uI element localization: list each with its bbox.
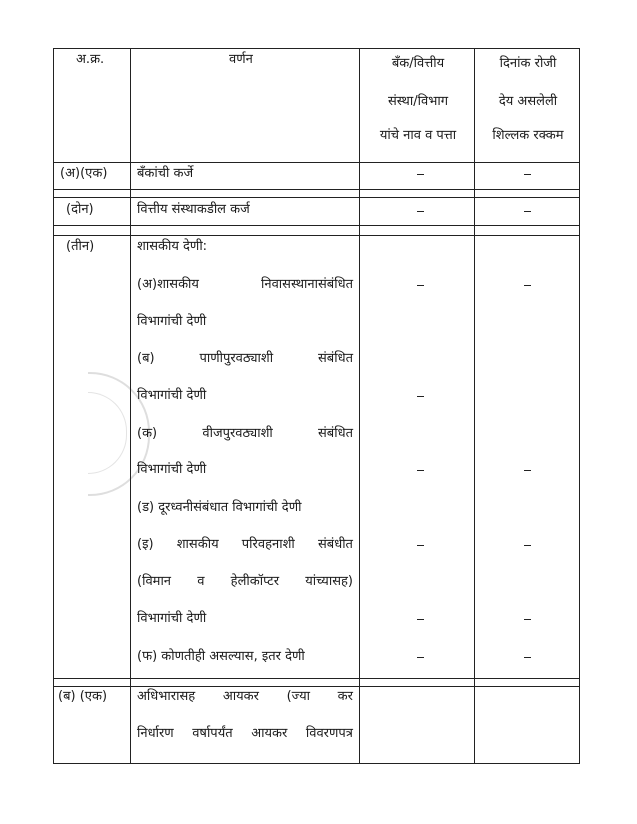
row3-line-1: शासकीय देणी: [137,239,208,254]
table-border-right [579,48,580,764]
row2-serial: (दोन) [66,202,94,217]
row3-line-10 [137,574,353,590]
table-border-bottom [53,763,580,764]
header-institution-line-1: बँक/वित्तीय [391,56,445,71]
row-divider-3 [53,678,580,679]
row3-institution-dash-a [417,285,424,286]
row2-balance-dash [524,211,531,212]
row4-line-2-word: आयकर [251,726,288,741]
row3-balance-dash-g [524,657,531,658]
row2-description: वित्तीय संस्थाकडील कर्ज [137,202,250,217]
row-divider-header [53,162,580,163]
header-serial-number: अ.क्र. [76,52,105,67]
row-divider-2b [53,235,580,236]
row4-line-2-word: वर्षापर्यंत [192,726,233,741]
row3-line-2-word: (अ)शासकीय [137,277,199,292]
row1-institution-dash [417,174,424,175]
row3-line-12: (फ) कोणतीही असल्यास, इतर देणी [137,649,305,664]
row3-line-10-word: हेलीकॉप्टर [230,574,280,589]
row3-balance-dash-f [524,619,531,620]
row1-serial: (अ)(एक) [60,166,108,181]
header-balance-line-2: देय असलेली [498,94,558,109]
row3-line-9-word: (इ) [137,537,154,552]
column-divider-3 [474,48,475,764]
row3-line-6 [137,426,353,442]
row3-balance-dash-c [524,470,531,471]
row2-institution-dash [417,211,424,212]
header-balance-line-3: शिल्लक रक्कम [492,128,564,143]
row3-line-7: विभागांची देणी [137,462,207,477]
row3-line-9 [137,537,353,553]
row3-line-4-word: संबंधित [318,351,353,366]
row4-line-1-word: (ज्या [286,689,311,704]
row-divider-1 [53,189,580,190]
row3-line-10-word: (विमान [137,574,172,589]
row3-balance-dash-a [524,285,531,286]
header-institution-line-3: यांचे नाव व पत्ता [379,128,457,143]
row4-line-2-word: विवरणपत्र [305,726,353,741]
row3-line-6-word: संबंधित [318,426,353,441]
row3-line-9-word: संबंधीत [317,537,353,552]
row3-line-6-word: (क) [137,426,158,441]
row4-serial: (ब) (एक) [58,689,108,704]
row3-line-2-word: निवासस्थानासंबंधित [260,277,353,292]
row3-line-10-word: यांच्यासह) [305,574,353,589]
row3-institution-dash-f [417,619,424,620]
row3-line-5: विभागांची देणी [137,388,207,403]
row3-institution-dash-c [417,470,424,471]
row3-line-9-word: परिवहनाशी [241,537,295,552]
row4-line-1-word: कर [337,689,353,704]
row3-line-11: विभागांची देणी [137,611,207,626]
row-divider-1b [53,197,580,198]
row-divider-2 [53,225,580,226]
row3-line-4 [137,351,353,367]
row1-balance-dash [524,174,531,175]
header-institution-line-2: संस्था/विभाग [387,94,449,109]
row4-line-1-word: आयकर [222,689,259,704]
row3-line-3: विभागांची देणी [137,314,207,329]
row3-institution-dash-e [417,545,424,546]
row-divider-3b [53,686,580,687]
row4-line-1 [137,689,353,705]
row3-line-2 [137,277,353,293]
row1-description: बँकांची कर्जे [137,166,194,181]
row3-institution-dash-b [417,396,424,397]
row3-line-4-word: (ब) [137,351,155,366]
header-description: वर्णन [229,52,253,67]
header-balance-line-1: दिनांक रोजी [499,56,557,71]
column-divider-2 [359,48,360,764]
row3-line-4-word: पाणीपुरवठ्याशी [199,351,274,366]
column-divider-1 [130,48,131,764]
row3-line-8: (ड) दूरध्वनीसंबंधात विभागांची देणी [137,500,302,515]
row3-line-10-word: व [197,574,205,589]
row3-line-6-word: वीजपुरवठ्याशी [202,426,273,441]
table-border-left [53,48,54,764]
row3-serial: (तीन) [66,239,95,254]
row4-line-2 [137,726,353,742]
row3-institution-dash-g [417,657,424,658]
row4-line-1-word: अधिभारासह [137,689,196,704]
table-border-top [53,48,580,49]
row3-line-9-word: शासकीय [176,537,219,552]
row4-line-2-word: निर्धारण [137,726,174,741]
row3-balance-dash-e [524,545,531,546]
